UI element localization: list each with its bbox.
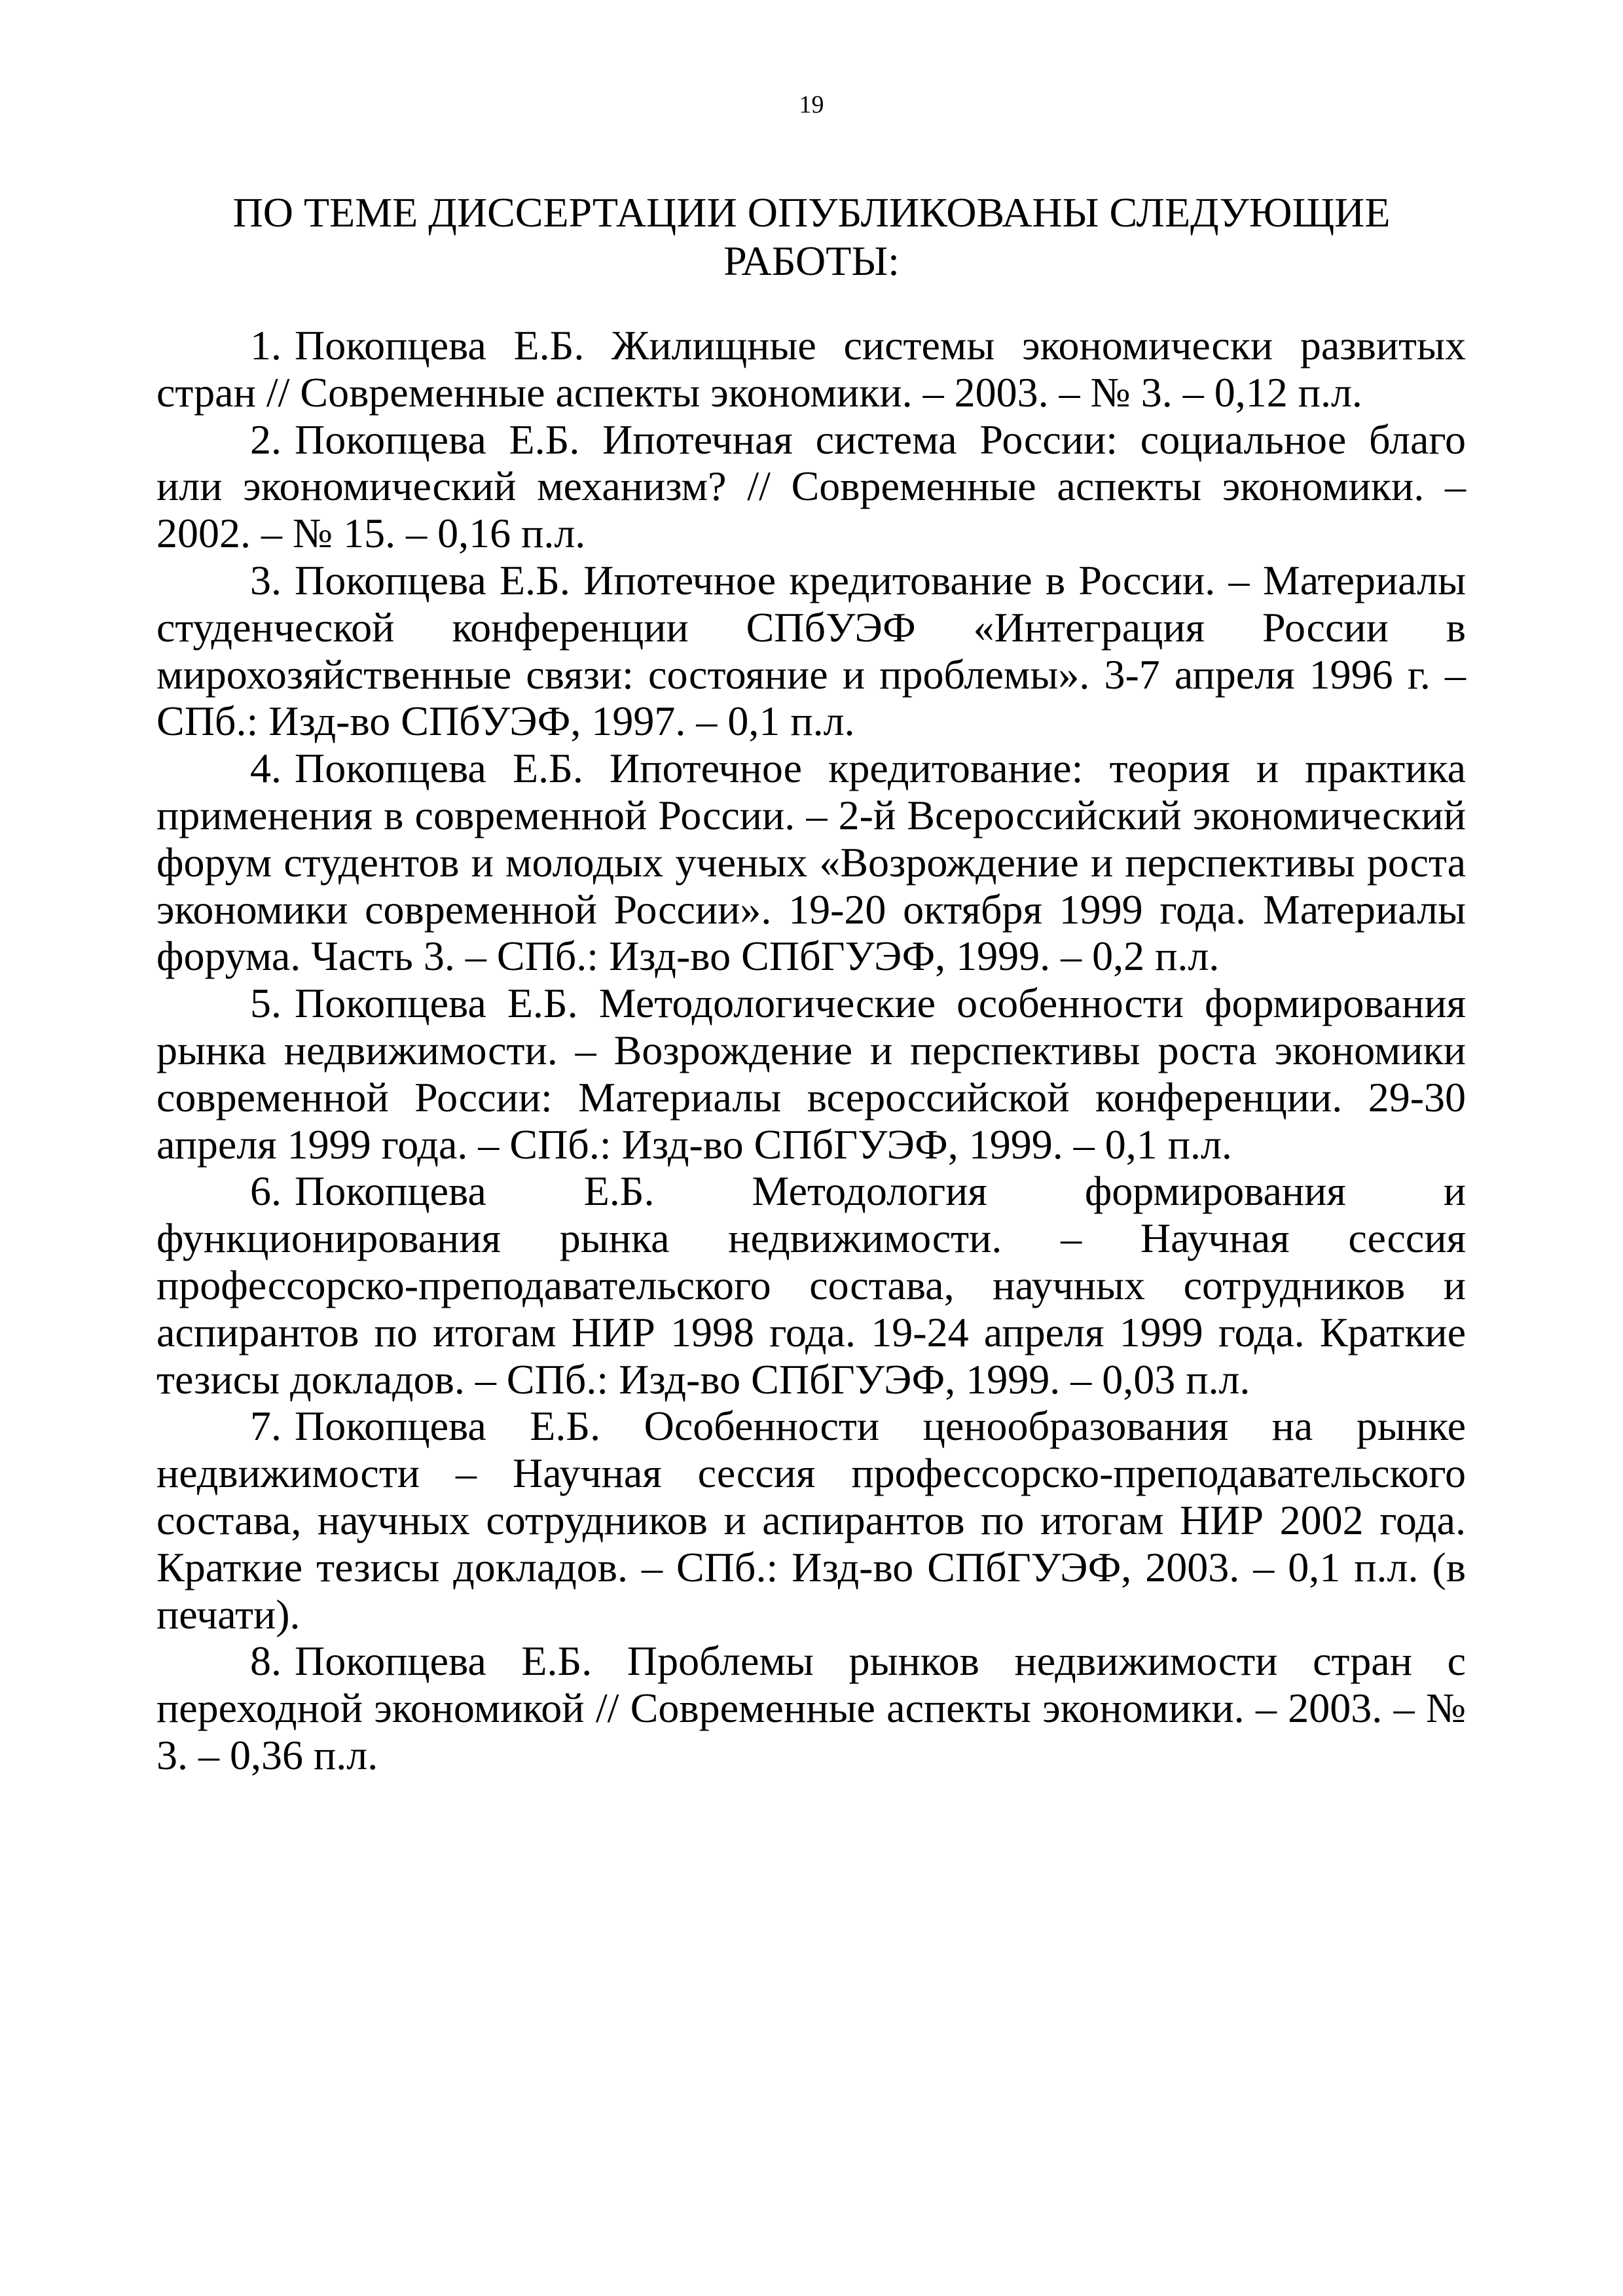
publication-number: 2. [250, 416, 282, 463]
section-heading-line-2: РАБОТЫ: [723, 238, 900, 284]
publication-item-8 [156, 1638, 1466, 1778]
publication-text: Покопцева Е.Б. Проблемы рынков недвижимости стран с переходной экономикой // Современные аспекты экономики. – 2003. – № 3. – 0,36 п.л. [156, 1638, 1466, 1778]
publication-number: 5. [250, 980, 282, 1027]
publication-item-6 [156, 1168, 1466, 1403]
publication-item-7 [156, 1403, 1466, 1638]
publication-text: Покопцева Е.Б. Ипотечное кредитование в России. – Материалы студенческой конференции СПбУЭФ «Интеграция России в мирохозяйственные связи: состояние и проблемы». 3-7 апреля 1996 г. – СПб.: Изд-во СПбУЭФ, 1997. – 0,1 п.л. [156, 556, 1466, 745]
publication-number: 3. [250, 556, 282, 603]
section-heading-line-1: ПО ТЕМЕ ДИССЕРТАЦИИ ОПУБЛИКОВАНЫ СЛЕДУЮЩИЕ [232, 189, 1391, 236]
section-heading [157, 188, 1466, 285]
publication-text: Покопцева Е.Б. Методология формирования и функционирования рынка недвижимости. – Научная сессия профессорско-преподавательского состава, научных сотрудников и аспирантов по итогам НИР 1998 года. 19-24 апреля 1999 года. Краткие тезисы докладов. – СПб.: Изд-во СПбГУЭФ, 1999. – 0,03 п.л. [156, 1168, 1466, 1403]
publication-number: 8. [250, 1638, 282, 1685]
publication-text: Покопцева Е.Б. Ипотечная система России: социальное благо или экономический механизм? // Современные аспекты экономики. – 2002. – № 15. – 0,16 п.л. [156, 416, 1466, 557]
publication-item-1 [156, 322, 1466, 416]
publication-item-3 [156, 557, 1466, 745]
publication-text: Покопцева Е.Б. Методологические особенности формирования рынка недвижимости. – Возрождение и перспективы роста экономики современной России: Материалы всероссийской конференции. 29-30 апреля 1999 года. – СПб.: Изд-во СПбГУЭФ, 1999. – 0,1 п.л. [156, 980, 1466, 1168]
publication-number: 4. [250, 745, 282, 792]
publication-text: Покопцева Е.Б. Особенности ценообразования на рынке недвижимости – Научная сессия профессорско-преподавательского состава, научных сотрудников и аспирантов по итогам НИР 2002 года. Краткие тезисы докладов. – СПб.: Изд-во СПбГУЭФ, 2003. – 0,1 п.л. (в печати). [156, 1403, 1466, 1638]
publication-number: 1. [250, 322, 282, 368]
publication-number: 6. [250, 1168, 282, 1215]
publication-text: Покопцева Е.Б. Жилищные системы экономически развитых стран // Современные аспекты экономики. – 2003. – № 3. – 0,12 п.л. [156, 322, 1466, 416]
publication-text: Покопцева Е.Б. Ипотечное кредитование: теория и практика применения в современной России. – 2-й Всероссийский экономический форум студентов и молодых ученых «Возрождение и перспективы роста экономики современной России». 19-20 октября 1999 года. Материалы форума. Часть 3. – СПб.: Изд-во СПбГУЭФ, 1999. – 0,2 п.л. [156, 745, 1466, 980]
publication-item-2 [156, 416, 1466, 557]
page-number: 19 [799, 91, 824, 118]
publication-item-4 [156, 745, 1466, 980]
publication-item-5 [156, 980, 1466, 1168]
publication-list [156, 322, 1466, 1779]
publication-number: 7. [250, 1403, 282, 1450]
